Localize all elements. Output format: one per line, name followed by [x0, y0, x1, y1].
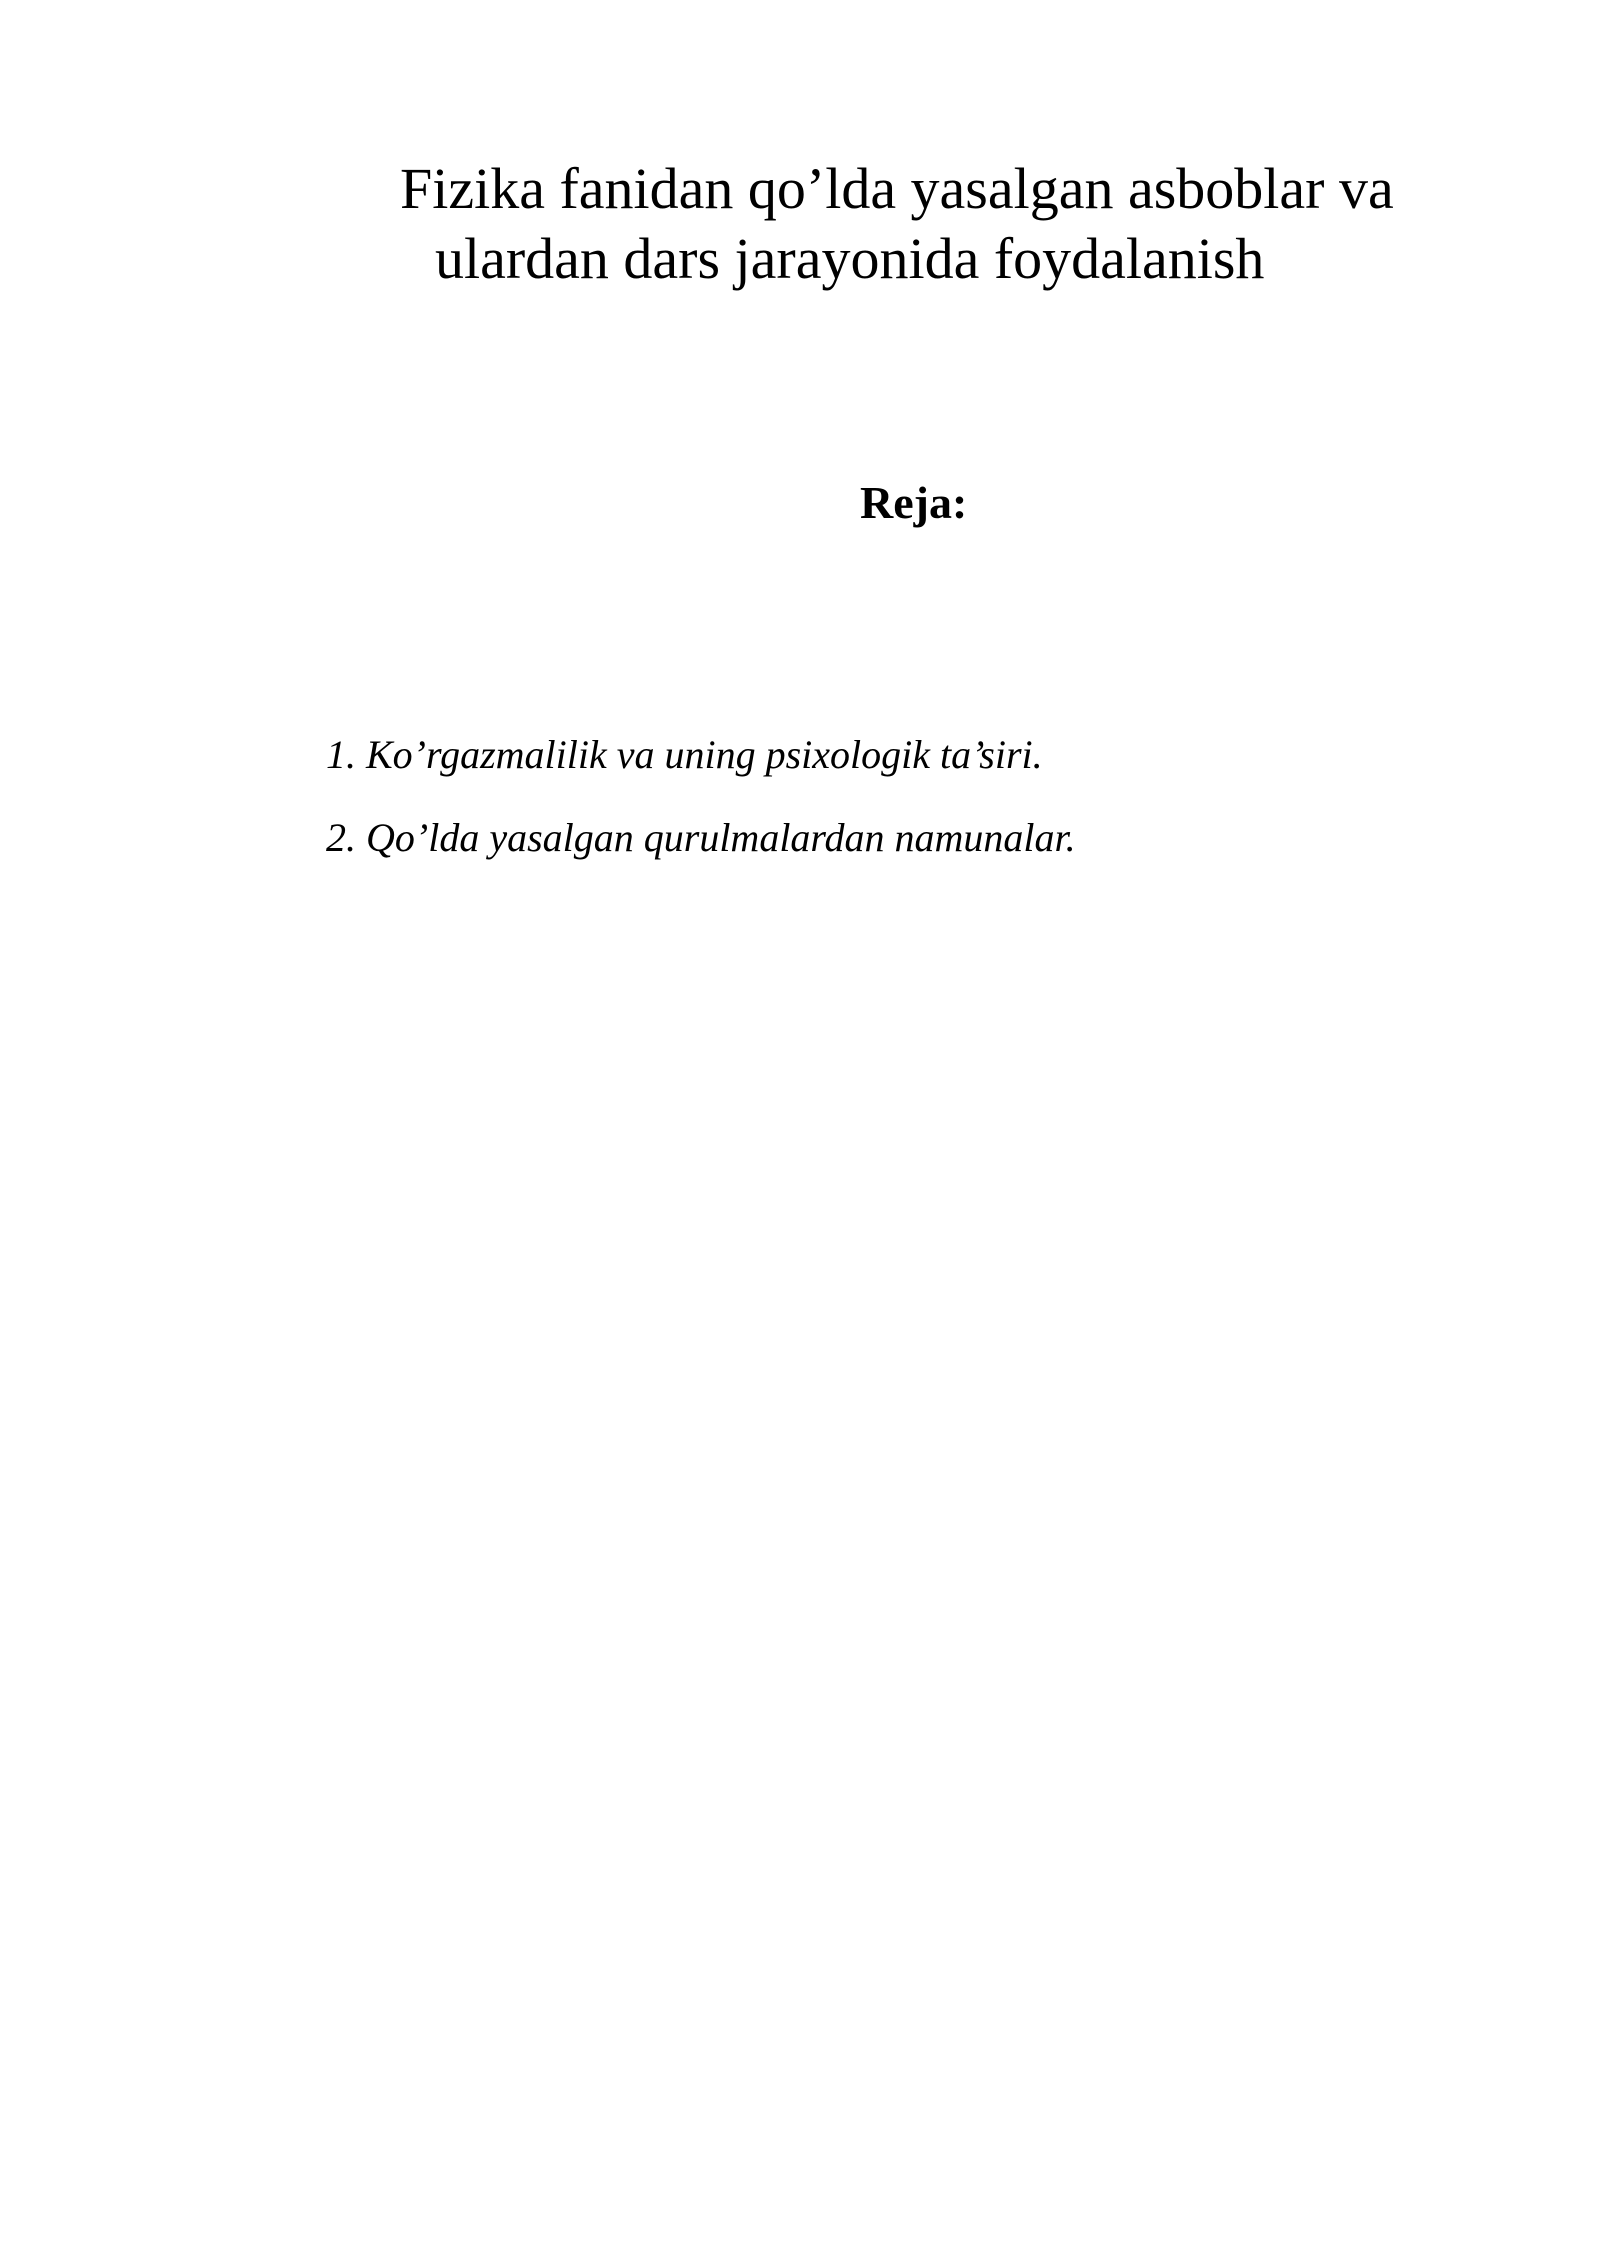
document-title-line-2: ulardan dars jarayonida foydalanish [435, 226, 1265, 291]
plan-list [326, 730, 1076, 896]
plan-item-2: 2. Qo’lda yasalgan qurulmalardan namunalar. [326, 815, 1076, 860]
document-title-line-1: Fizika fanidan qo’lda yasalgan asboblar va [400, 156, 1394, 221]
plan-item-1: 1. Ko’rgazmalilik va uning psixologik ta’siri. [326, 732, 1043, 777]
plan-heading: Reja: [860, 477, 968, 528]
